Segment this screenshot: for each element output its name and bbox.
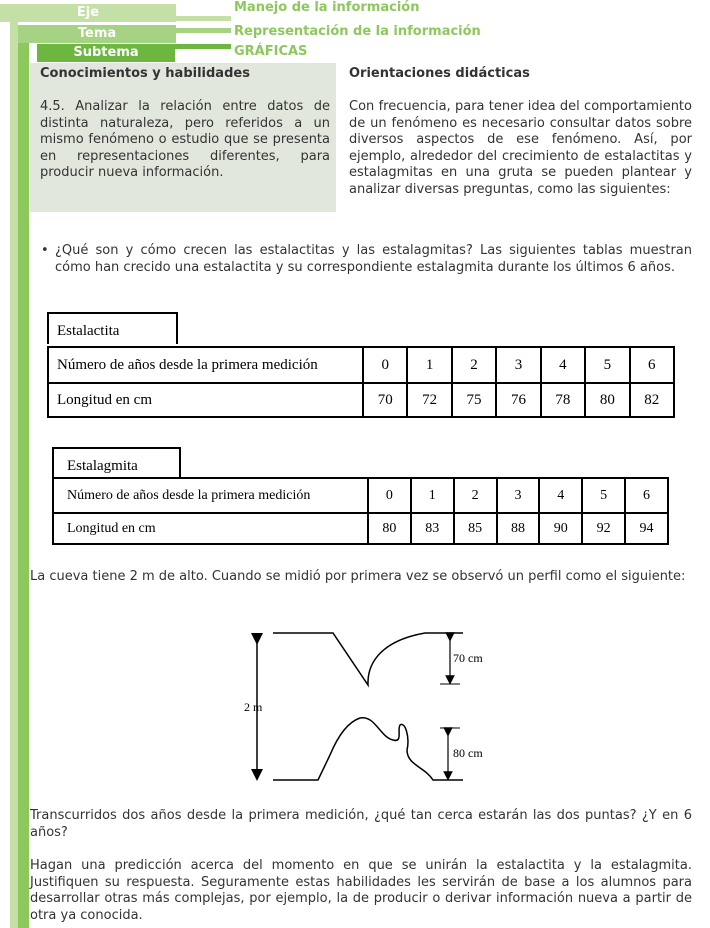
table-cell: 78 <box>541 383 585 417</box>
tema-value: Representación de la información <box>234 24 481 39</box>
stalactite-shape <box>273 633 463 685</box>
table-cell: 76 <box>496 383 540 417</box>
tema-label: Tema <box>18 25 176 43</box>
eje-label: Eje <box>0 4 176 22</box>
table-cell: 6 <box>625 478 668 513</box>
bullet-item <box>41 243 692 276</box>
table-cell: 5 <box>582 478 625 513</box>
cave-profile-figure <box>235 625 483 790</box>
table-cell: 85 <box>454 513 497 544</box>
stalagmite-table <box>52 477 669 545</box>
table-cell: 2 <box>452 347 496 383</box>
knowledge-box <box>30 63 336 212</box>
table-cell: 83 <box>411 513 454 544</box>
table-cell: 6 <box>630 347 674 383</box>
orientations-title: Orientaciones didácticas <box>349 66 530 81</box>
table-cell: 0 <box>368 478 411 513</box>
bottom-dimension-label: 80 cm <box>453 746 483 760</box>
orientations-text: Con frecuencia, para tener idea del comportamiento de un fenómeno es necesario consultar datos sobre diversos aspectos de ese fenómeno. Así, por ejemplo, alrededor del crecimiento de estalactitas y estalagmitas en una gruta se pueden plantear y analizar diversas preguntas, como las siguientes: <box>349 99 692 197</box>
table-cell: 5 <box>585 347 629 383</box>
eje-value: Manejo de la información <box>234 0 420 15</box>
left-decorative-bar-light <box>10 20 18 928</box>
bullet-dot: • <box>41 243 49 258</box>
top-dimension-label: 70 cm <box>453 651 483 665</box>
table-cell: 2 <box>454 478 497 513</box>
knowledge-title: Conocimientos y habilidades <box>40 66 250 81</box>
table-cell: 3 <box>497 478 540 513</box>
stalactite-table <box>47 346 675 418</box>
height-label: 2 m <box>244 700 263 714</box>
subtema-value: GRÁFICAS <box>234 44 308 59</box>
table-cell: 75 <box>452 383 496 417</box>
eje-connector <box>176 16 231 21</box>
table-row <box>48 347 674 383</box>
table-cell: 3 <box>496 347 540 383</box>
table-cell: 92 <box>582 513 625 544</box>
table-row-header: Número de años desde la primera medición <box>53 478 368 513</box>
table-row-header: Longitud en cm <box>48 383 363 417</box>
stalactite-table-title: Estalactita <box>47 312 178 344</box>
table-cell: 0 <box>363 347 407 383</box>
table-cell: 1 <box>407 347 451 383</box>
subtema-label: Subtema <box>37 44 175 62</box>
stalagmite-shape <box>273 718 463 780</box>
table-row <box>53 513 668 544</box>
table-cell: 88 <box>497 513 540 544</box>
stalagmite-table-title: Estalagmita <box>52 447 181 477</box>
bullet-text: ¿Qué son y cómo crecen las estalactitas y las estalagmitas? Las siguientes tablas muestran cómo han crecido una estalactita y su correspondiente estalagmita durante los últimos 6 años. <box>55 243 692 275</box>
table-cell: 90 <box>539 513 582 544</box>
tema-connector <box>176 28 231 33</box>
table-row <box>48 383 674 417</box>
cave-description: La cueva tiene 2 m de alto. Cuando se midió por primera vez se observó un perfil como el siguiente: <box>30 569 686 584</box>
table-cell: 80 <box>585 383 629 417</box>
table-row-header: Longitud en cm <box>53 513 368 544</box>
table-cell: 4 <box>541 347 585 383</box>
table-row-header: Número de años desde la primera medición <box>48 347 363 383</box>
table-cell: 94 <box>625 513 668 544</box>
table-cell: 80 <box>368 513 411 544</box>
prediction-paragraph: Hagan una predicción acerca del momento en que se unirán la estalactita y la estalagmita. Justifiquen su respuesta. Seguramente estas habilidades les servirán de base a los alumnos para desarrollar otras más complejas, por ejemplo, la de producir o derivar información nueva a partir de otra ya conocida. <box>30 858 692 923</box>
table-cell: 4 <box>539 478 582 513</box>
question-two-years: Transcurridos dos años desde la primera medición, ¿qué tan cerca estarán las dos puntas? ¿Y en 6 años? <box>30 808 692 840</box>
knowledge-text: 4.5. Analizar la relación entre datos de distinta naturaleza, pero referidos a un mismo fenómeno o estudio que se presenta en representaciones diferentes, para producir nueva información. <box>40 99 330 180</box>
left-decorative-bar-dark <box>18 38 29 928</box>
table-cell: 82 <box>630 383 674 417</box>
table-cell: 70 <box>363 383 407 417</box>
table-cell: 1 <box>411 478 454 513</box>
table-cell: 72 <box>407 383 451 417</box>
table-row <box>53 478 668 513</box>
subtema-connector <box>175 44 231 49</box>
